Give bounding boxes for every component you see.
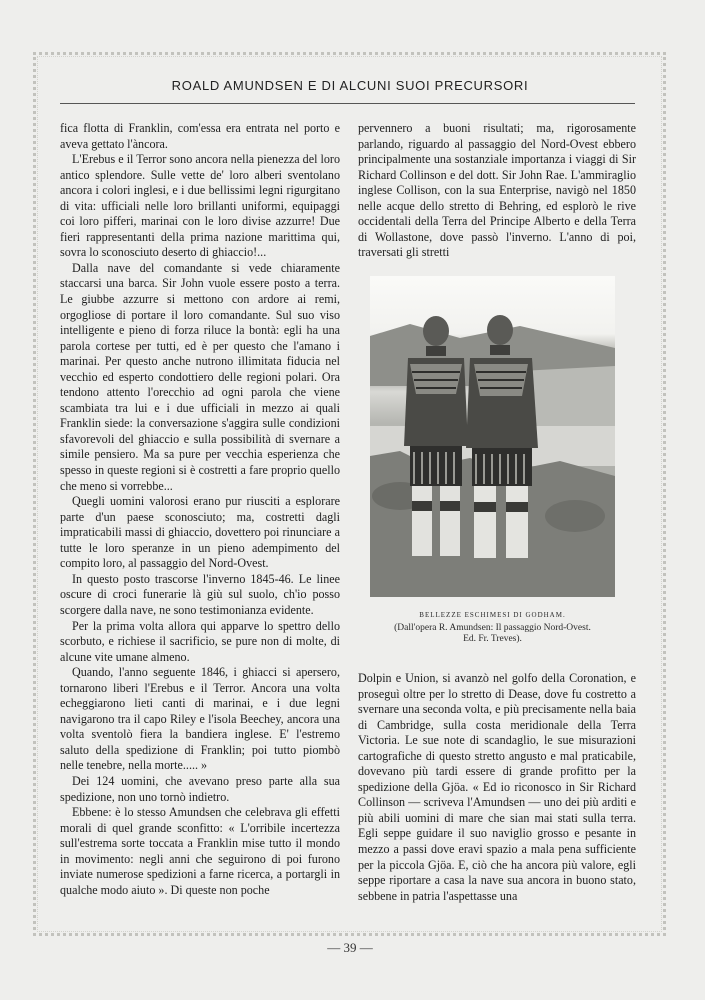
paragraph: L'Erebus e il Terror sono ancora nella pienezza del loro antico splendore. Sulle vette de' loro alberi sventolano ancora i colori inglesi, e i due bellissimi legni rigurgitano di vita: ufficiali nelle loro brillanti uniformi, equipaggi coi loro pifferi, marinai con le loro divise azzurre! Due fieri rappresentanti della prima nazione marittima qui, sovra lo sconosciuto deserto di ghiaccio!... [60,152,340,260]
paragraph: Dei 124 uomini, che avevano preso parte alla sua spedizione, non uno tornò indietro. [60,773,340,804]
paragraph: Per la prima volta allora qui apparve lo spettro dello scorbuto, e richiese il sacrificio, se pure non di molte, di alcune vite umane almeno. [60,618,340,664]
left-column [60,121,340,898]
caption-line: Ed. Fr. Treves). [463,634,522,644]
page-number: — 39 — [327,940,373,955]
paragraph: Ebbene: è lo stesso Amundsen che celebrava gli effetti morali di quel grande sconfitto: « L'orribile incertezza sull'estrema sorte toccata a Franklin mise tutto il mondo in movimento: negli anni che seguirono di poi furono inviate numerose spedizioni a farne ricerca, a portargli in qualche modo aiuto ». Di queste non poche [60,805,340,897]
right-column-top [358,121,636,261]
paragraph: Quando, l'anno seguente 1846, i ghiacci si apersero, tornarono liberi l'Erebus e il Terror. Ancora una volta echeggiarono lieti canti di marinai, e i due legni navigarono tra il capo Riley e l'isola Beechey, ancora una volta sventolò fiera la bandiera inglese. E' l'estremo saluto della spedizione di Franklin; poi tutto piombò nelle tenebre, nella morte..... » [60,665,340,773]
paragraph: In questo posto trascorse l'inverno 1845-46. Le linee oscure di croci funerarie là giù sul suolo, ch'io posso scorgere dalla nave, ne sono testimonianza evidente. [60,571,340,617]
eskimo-photo [370,276,615,597]
paragraph: Quegli uomini valorosi erano pur riusciti a esplorare parte d'un paese sconosciuto; ma, costretti dagli impraticabili massi di ghiaccio, dovettero poi rinunciare a tutte le loro speranze in un pieno adempimento del compito loro, al passaggio del Nord-Ovest. [60,494,340,571]
caption-title: BELLEZZE ESCHIMESI DI GODHAM. [419,611,566,619]
paragraph: fica flotta di Franklin, com'essa era entrata nel porto e aveva gettato l'àncora. [60,121,340,151]
header-rule [60,103,635,104]
caption-line: (Dall'opera R. Amundsen: Il passaggio Nord-Ovest. [394,623,591,633]
photo-illustration [370,276,615,597]
paragraph: pervennero a buoni risultati; ma, rigorosamente parlando, riguardo al passaggio del Nord-Ovest ebbero principalmente una sostanziale importanza i viaggi di Sir Richard Collinson e del dott. Sir John Rae. L'ammiraglio inglese Collison, con la sua Enterprise, navigò nel 1850 nelle acque dello stretto di Behring, ed esplorò le rive occidentali della Terra del Principe Alberto e della Terra di Wollastone, dove passò l'inverno. L'anno di poi, traversati gli stretti [358,121,636,260]
paragraph: Dolpin e Union, si avanzò nel golfo della Coronation, e proseguì oltre per lo stretto di Dease, dove fu costretto a svernare una seconda volta, e più precisamente nella baia di Cambridge, sulla costa meridionale della Terra Victoria. Le sue note di scandaglio, le sue misurazioni cartografiche di questo stretto angusto e mal praticabile, dovevano più tardi essere di grande profitto per la spedizione della Gjöa. « Ed io riconosco in Sir Richard Collinson — scriveva l'Amundsen — uno dei più arditi e più abili uomini di mare che sian mai stati sulla terra. Egli seppe guidare il suo naviglio grosso e pesante in mezzo a passi dove eravi spazio a mala pena sufficiente per la piccola Gjöa. E, ciò che ha ancora più valore, egli seppe riportare a casa la nave sua ancora in buono stato, sebbene in patria l'aspettasse una [358,671,636,903]
paragraph: Dalla nave del comandante si vede chiaramente staccarsi una barca. Sir John vuole essere posto a terra. Le giubbe azzurre si mettono con ardore ai remi, orgogliose di portare il loro comandante. Sul suo viso intelligente e pieno di forza riluce la bontà: egli ha una parola cortese per tutti, ed è per questo che l'amano i marinai. Per questo anche nutrono illimitata fiducia nel vecchio ed esperto condottiero delle regioni polari. Ora tendono attento l'orecchio ad ogni parola che viene scambiata tra lui e i due ufficiali in mezzo ai quali Franklin siede: la conversazione s'aggira sulle condizioni sfavorevoli del ghiaccio e sulla possibilità di svernare a simile pensiero. Ma sa pure per vecchia esperienza che spesso in queste regioni si è costretti a fare proprio quello che meno si vorrebbe... [60,260,340,493]
figure-caption [370,610,615,645]
running-head: ROALD AMUNDSEN E DI ALCUNI SUOI PRECURSORI [171,78,529,93]
right-column-bottom [358,671,636,904]
